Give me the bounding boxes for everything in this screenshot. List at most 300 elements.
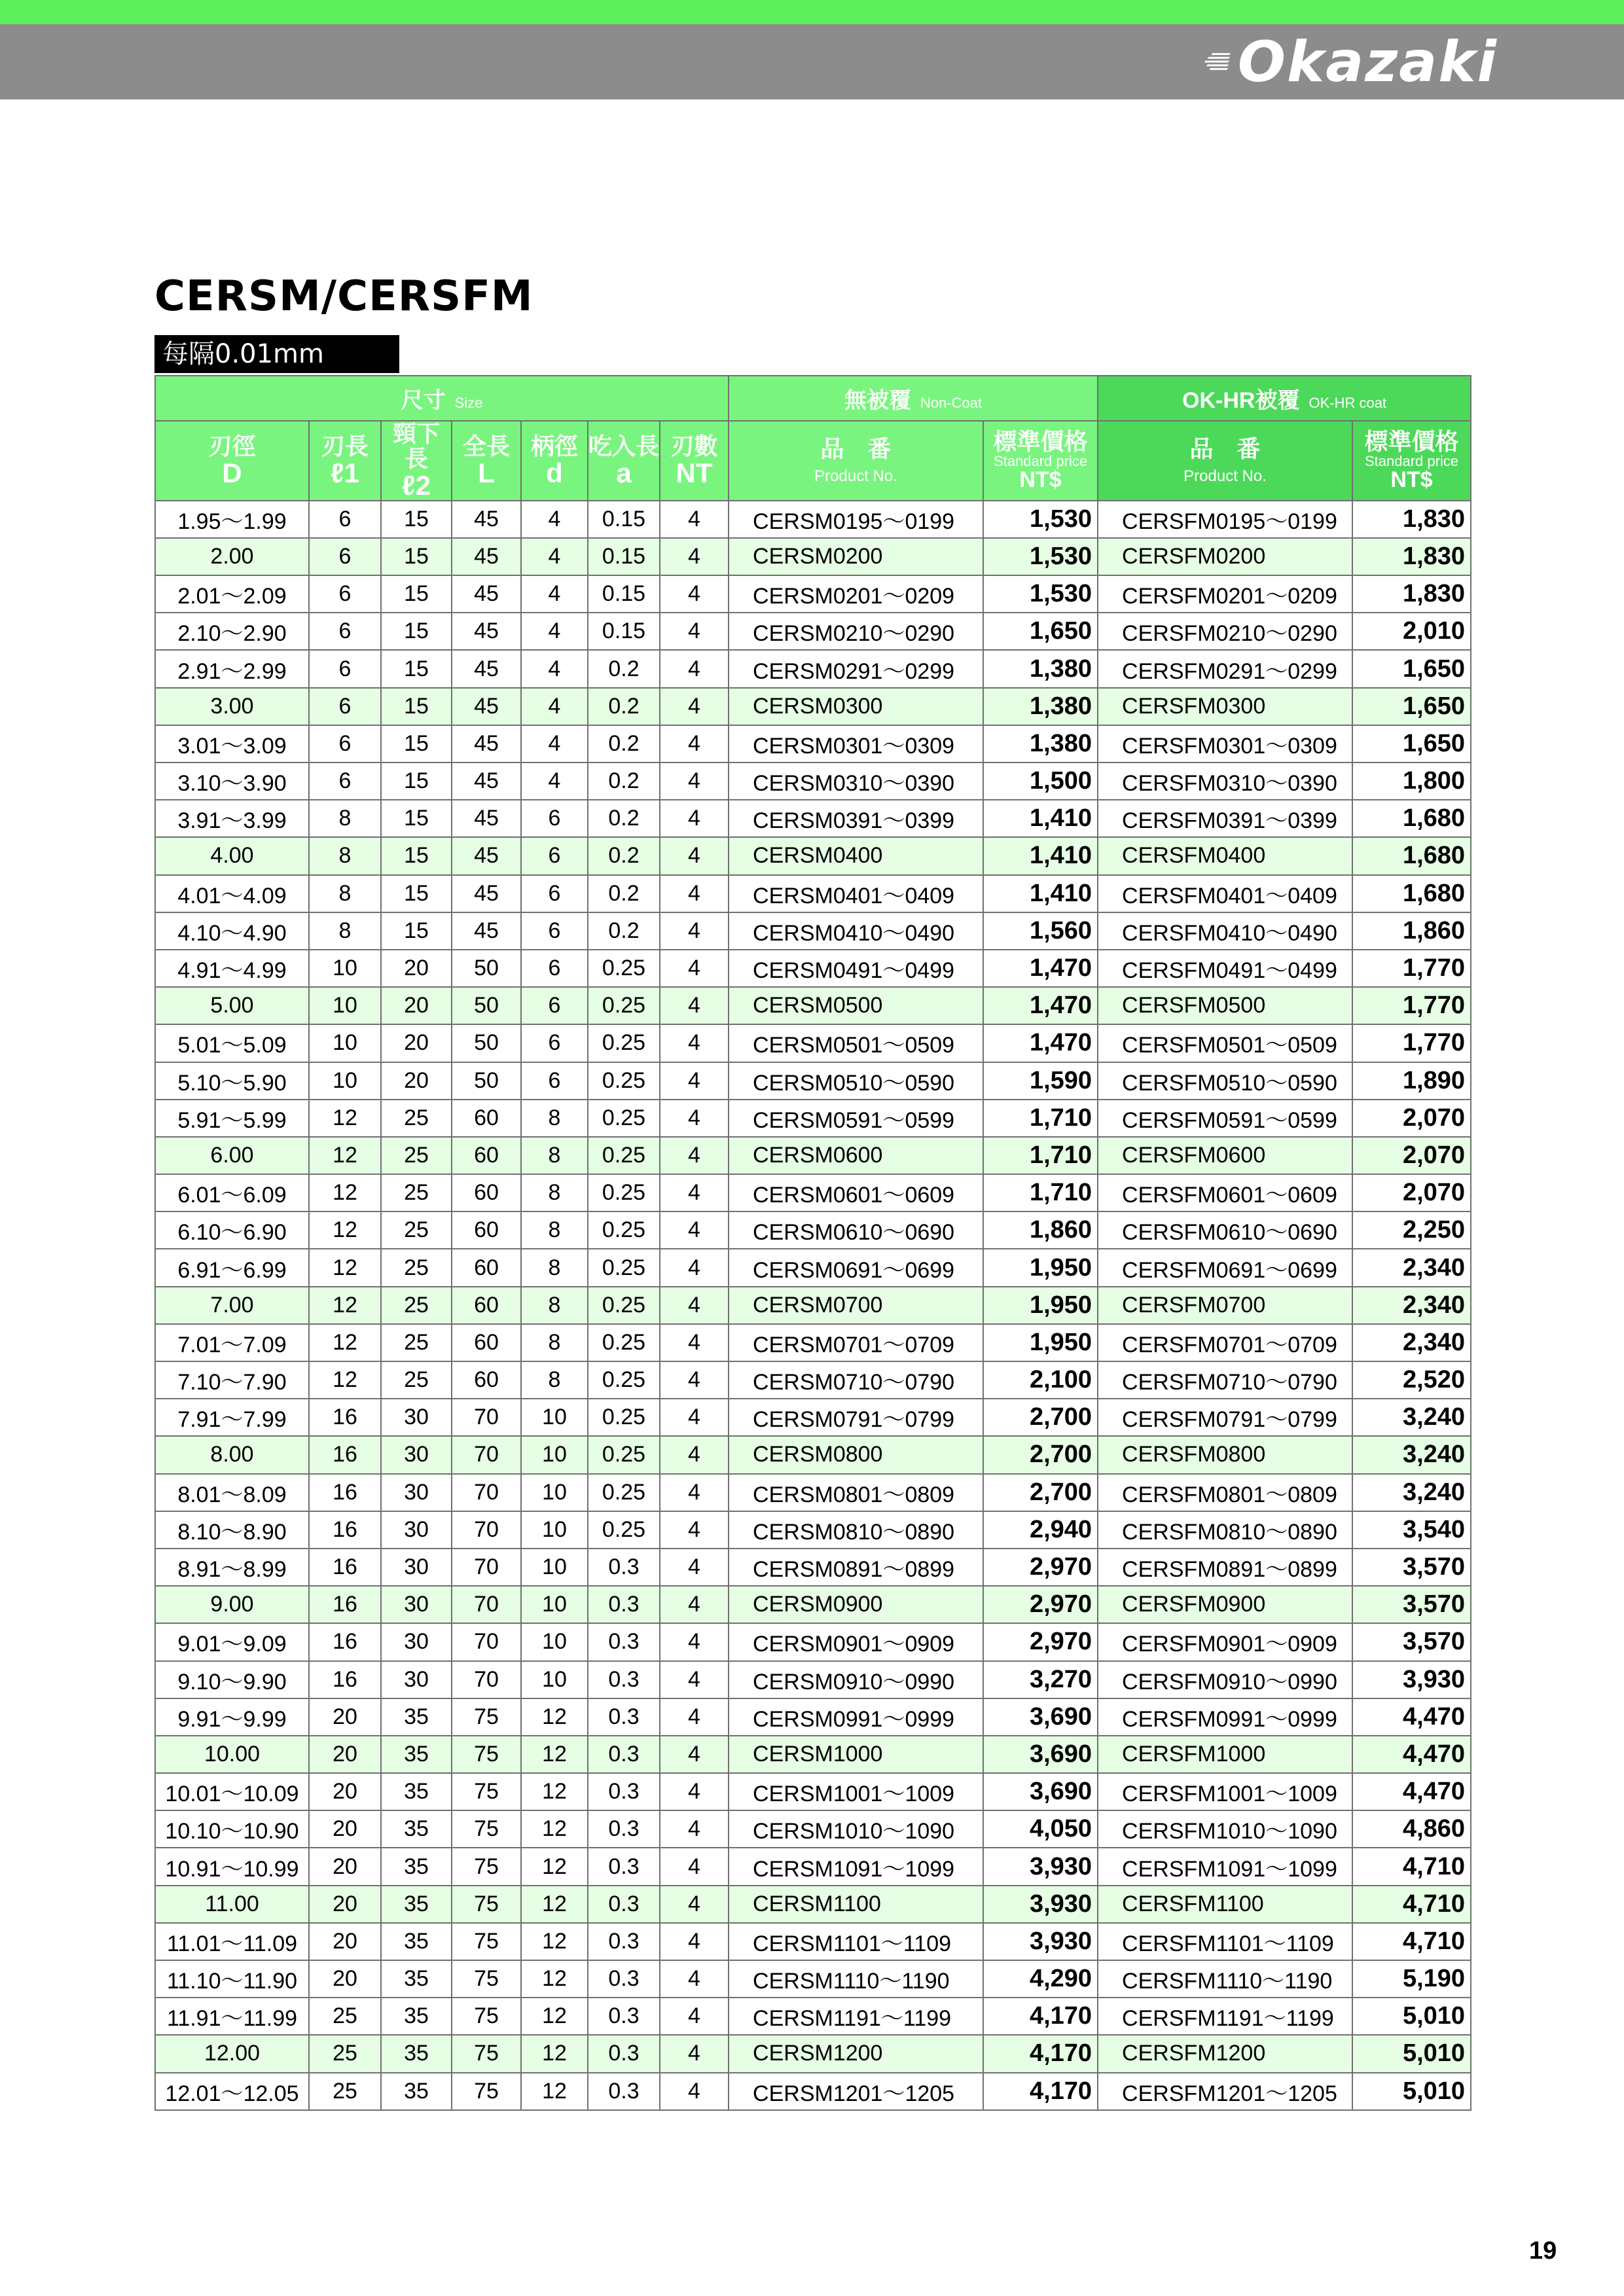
cell-cut-depth: 0.25 [588, 1024, 660, 1062]
cell-cut-depth: 0.3 [588, 1998, 660, 2035]
cell-flute-length: 6 [309, 688, 381, 725]
cell-flutes: 4 [660, 1100, 729, 1137]
cell-price-coat: 4,860 [1352, 1810, 1471, 1848]
cell-diameter: 5.00 [155, 987, 309, 1024]
cell-flute-length: 12 [309, 1100, 381, 1137]
cell-cut-depth: 0.3 [588, 1549, 660, 1586]
cell-cut-depth: 0.3 [588, 1773, 660, 1810]
col-header-price-noncoat: 標準價格 Standard price NT$ [983, 421, 1098, 501]
cell-shank-diameter: 12 [521, 1848, 588, 1885]
table-row [155, 1698, 1471, 1736]
cell-diameter: 11.00 [155, 1886, 309, 1923]
cell-diameter: 12.00 [155, 2035, 309, 2072]
cell-diameter: 6.10～6.90 [155, 1211, 309, 1249]
cell-diameter: 6.00 [155, 1137, 309, 1174]
cell-flute-length: 16 [309, 1549, 381, 1586]
table-row [155, 1474, 1471, 1511]
cell-product-noncoat: CERSM0591～0599 [729, 1100, 983, 1137]
cell-shank-diameter: 10 [521, 1436, 588, 1473]
cell-neck-length: 20 [381, 950, 452, 987]
cell-shank-diameter: 4 [521, 762, 588, 800]
okazaki-logo [1203, 26, 1498, 98]
cell-cut-depth: 0.3 [588, 1698, 660, 1736]
cell-product-noncoat: CERSM1091～1099 [729, 1848, 983, 1885]
cell-shank-diameter: 6 [521, 1062, 588, 1100]
cell-price-noncoat: 4,050 [983, 1810, 1098, 1848]
table-row [155, 1586, 1471, 1623]
cell-shank-diameter: 8 [521, 1100, 588, 1137]
cell-overall-length: 70 [452, 1549, 521, 1586]
cell-flute-length: 16 [309, 1623, 381, 1660]
table-row [155, 688, 1471, 725]
col-header-shank-diameter: 柄徑 d [521, 421, 588, 501]
cell-product-noncoat: CERSM0300 [729, 688, 983, 725]
cell-flutes: 4 [660, 912, 729, 950]
cell-price-noncoat: 3,690 [983, 1736, 1098, 1773]
cell-price-noncoat: 1,470 [983, 950, 1098, 987]
cell-price-noncoat: 1,380 [983, 688, 1098, 725]
cell-cut-depth: 0.2 [588, 912, 660, 950]
cell-price-coat: 1,650 [1352, 725, 1471, 762]
cell-flutes: 4 [660, 725, 729, 762]
cell-flutes: 4 [660, 1848, 729, 1885]
cell-neck-length: 25 [381, 1287, 452, 1324]
col-header-diameter: 刃徑 D [155, 421, 309, 501]
cell-flute-length: 6 [309, 613, 381, 650]
cell-product-noncoat: CERSM0401～0409 [729, 875, 983, 912]
cell-shank-diameter: 10 [521, 1549, 588, 1586]
cell-flutes: 4 [660, 1960, 729, 1998]
cell-product-noncoat: CERSM1010～1090 [729, 1810, 983, 1848]
cell-shank-diameter: 12 [521, 2073, 588, 2110]
cell-flute-length: 12 [309, 1174, 381, 1211]
cell-diameter: 2.10～2.90 [155, 613, 309, 650]
cell-diameter: 5.10～5.90 [155, 1062, 309, 1100]
cell-flutes: 4 [660, 1661, 729, 1698]
cell-overall-length: 75 [452, 2073, 521, 2110]
cell-shank-diameter: 6 [521, 912, 588, 950]
cell-flute-length: 20 [309, 1736, 381, 1773]
cell-price-noncoat: 1,950 [983, 1249, 1098, 1286]
cell-neck-length: 30 [381, 1474, 452, 1511]
cell-flutes: 4 [660, 688, 729, 725]
cell-price-coat: 2,340 [1352, 1324, 1471, 1361]
cell-price-coat: 4,470 [1352, 1773, 1471, 1810]
cell-product-coat: CERSFM0291～0299 [1098, 650, 1352, 687]
table-row [155, 950, 1471, 987]
cell-flutes: 4 [660, 1436, 729, 1473]
table-row [155, 837, 1471, 874]
steps-badge: 每隔0.01mm [154, 335, 399, 373]
cell-product-noncoat: CERSM0195～0199 [729, 501, 983, 538]
table-row [155, 1174, 1471, 1211]
cell-product-noncoat: CERSM0810～0890 [729, 1511, 983, 1549]
cell-diameter: 11.10～11.90 [155, 1960, 309, 1998]
col-header-neck-length: 頸下長 ℓ2 [381, 421, 452, 501]
cell-diameter: 7.00 [155, 1287, 309, 1324]
cell-cut-depth: 0.3 [588, 1736, 660, 1773]
cell-neck-length: 25 [381, 1174, 452, 1211]
cell-flutes: 4 [660, 538, 729, 575]
cell-price-coat: 1,770 [1352, 950, 1471, 987]
cell-overall-length: 50 [452, 1024, 521, 1062]
cell-price-coat: 1,860 [1352, 912, 1471, 950]
cell-flute-length: 20 [309, 1698, 381, 1736]
cell-overall-length: 45 [452, 501, 521, 538]
cell-shank-diameter: 12 [521, 1810, 588, 1848]
cell-diameter: 8.10～8.90 [155, 1511, 309, 1549]
cell-flute-length: 8 [309, 912, 381, 950]
cell-price-noncoat: 1,860 [983, 1211, 1098, 1249]
cell-flute-length: 20 [309, 1848, 381, 1885]
cell-price-noncoat: 1,410 [983, 875, 1098, 912]
cell-price-coat: 2,340 [1352, 1287, 1471, 1324]
table-row [155, 1024, 1471, 1062]
cell-price-noncoat: 1,560 [983, 912, 1098, 950]
cell-product-noncoat: CERSM0410～0490 [729, 912, 983, 950]
cell-product-noncoat: CERSM0310～0390 [729, 762, 983, 800]
cell-shank-diameter: 8 [521, 1174, 588, 1211]
col-header-price-coat: 標準價格 Standard price NT$ [1352, 421, 1471, 501]
cell-cut-depth: 0.2 [588, 800, 660, 837]
table-row [155, 1848, 1471, 1885]
cell-price-noncoat: 3,930 [983, 1923, 1098, 1960]
cell-overall-length: 60 [452, 1324, 521, 1361]
cell-neck-length: 15 [381, 650, 452, 687]
cell-neck-length: 25 [381, 1249, 452, 1286]
cell-shank-diameter: 6 [521, 950, 588, 987]
cell-flute-length: 10 [309, 1024, 381, 1062]
cell-product-coat: CERSFM0801～0809 [1098, 1474, 1352, 1511]
cell-product-coat: CERSFM1100 [1098, 1886, 1352, 1923]
cell-overall-length: 75 [452, 1698, 521, 1736]
cell-product-noncoat: CERSM0691～0699 [729, 1249, 983, 1286]
cell-flute-length: 16 [309, 1399, 381, 1436]
cell-overall-length: 75 [452, 1886, 521, 1923]
cell-flutes: 4 [660, 650, 729, 687]
cell-neck-length: 15 [381, 538, 452, 575]
cell-diameter: 11.91～11.99 [155, 1998, 309, 2035]
cell-diameter: 1.95～1.99 [155, 501, 309, 538]
cell-flutes: 4 [660, 575, 729, 613]
cell-neck-length: 35 [381, 2035, 452, 2072]
cell-overall-length: 60 [452, 1100, 521, 1137]
cell-price-coat: 3,570 [1352, 1586, 1471, 1623]
cell-cut-depth: 0.3 [588, 1810, 660, 1848]
cell-overall-length: 70 [452, 1623, 521, 1660]
cell-neck-length: 35 [381, 1848, 452, 1885]
table-row [155, 1773, 1471, 1810]
cell-flutes: 4 [660, 800, 729, 837]
cell-product-noncoat: CERSM0500 [729, 987, 983, 1024]
cell-price-noncoat: 2,700 [983, 1399, 1098, 1436]
cell-shank-diameter: 4 [521, 650, 588, 687]
cell-product-coat: CERSFM1091～1099 [1098, 1848, 1352, 1885]
cell-price-coat: 3,240 [1352, 1399, 1471, 1436]
cell-price-noncoat: 2,970 [983, 1586, 1098, 1623]
cell-neck-length: 35 [381, 1998, 452, 2035]
cell-flutes: 4 [660, 613, 729, 650]
table-row [155, 912, 1471, 950]
cell-price-coat: 2,070 [1352, 1100, 1471, 1137]
cell-product-coat: CERSFM0710～0790 [1098, 1361, 1352, 1399]
cell-product-noncoat: CERSM0791～0799 [729, 1399, 983, 1436]
cell-price-noncoat: 4,170 [983, 2035, 1098, 2072]
cell-product-coat: CERSFM0800 [1098, 1436, 1352, 1473]
cell-shank-diameter: 4 [521, 688, 588, 725]
cell-price-noncoat: 2,700 [983, 1474, 1098, 1511]
cell-cut-depth: 0.15 [588, 613, 660, 650]
cell-flutes: 4 [660, 1698, 729, 1736]
cell-cut-depth: 0.15 [588, 575, 660, 613]
cell-price-noncoat: 4,170 [983, 1998, 1098, 2035]
cell-price-noncoat: 3,690 [983, 1773, 1098, 1810]
cell-flutes: 4 [660, 1137, 729, 1174]
cell-neck-length: 35 [381, 1736, 452, 1773]
cell-neck-length: 15 [381, 725, 452, 762]
table-row [155, 1361, 1471, 1399]
table-row [155, 1399, 1471, 1436]
cell-cut-depth: 0.25 [588, 1399, 660, 1436]
cell-flute-length: 12 [309, 1324, 381, 1361]
cell-product-noncoat: CERSM0600 [729, 1137, 983, 1174]
cell-product-coat: CERSFM0991～0999 [1098, 1698, 1352, 1736]
cell-product-coat: CERSFM0301～0309 [1098, 725, 1352, 762]
cell-flutes: 4 [660, 1174, 729, 1211]
cell-overall-length: 45 [452, 837, 521, 874]
cell-price-coat: 2,070 [1352, 1137, 1471, 1174]
cell-overall-length: 50 [452, 1062, 521, 1100]
cell-price-coat: 4,470 [1352, 1698, 1471, 1736]
cell-product-coat: CERSFM0401～0409 [1098, 875, 1352, 912]
cell-product-coat: CERSFM0200 [1098, 538, 1352, 575]
cell-cut-depth: 0.3 [588, 1848, 660, 1885]
table-row [155, 1886, 1471, 1923]
cell-overall-length: 75 [452, 1998, 521, 2035]
cell-neck-length: 35 [381, 1886, 452, 1923]
cell-price-coat: 1,680 [1352, 875, 1471, 912]
cell-product-noncoat: CERSM0901～0909 [729, 1623, 983, 1660]
cell-flute-length: 25 [309, 2073, 381, 2110]
cell-flute-length: 10 [309, 987, 381, 1024]
cell-product-noncoat: CERSM0391～0399 [729, 800, 983, 837]
cell-product-coat: CERSFM0691～0699 [1098, 1249, 1352, 1286]
cell-price-noncoat: 1,380 [983, 650, 1098, 687]
cell-product-coat: CERSFM0591～0599 [1098, 1100, 1352, 1137]
cell-neck-length: 30 [381, 1511, 452, 1549]
cell-price-coat: 2,250 [1352, 1211, 1471, 1249]
size-group-header: 尺寸 Size [155, 376, 729, 421]
cell-flutes: 4 [660, 1549, 729, 1586]
cell-cut-depth: 0.25 [588, 987, 660, 1024]
table-row [155, 1436, 1471, 1473]
cell-product-coat: CERSFM0391～0399 [1098, 800, 1352, 837]
cell-price-coat: 3,240 [1352, 1474, 1471, 1511]
cell-price-noncoat: 1,530 [983, 575, 1098, 613]
cell-price-coat: 1,770 [1352, 987, 1471, 1024]
cell-shank-diameter: 12 [521, 1773, 588, 1810]
cell-flute-length: 12 [309, 1249, 381, 1286]
cell-flutes: 4 [660, 950, 729, 987]
cell-shank-diameter: 12 [521, 1736, 588, 1773]
cell-flutes: 4 [660, 1249, 729, 1286]
cell-neck-length: 35 [381, 1923, 452, 1960]
cell-shank-diameter: 12 [521, 1923, 588, 1960]
cell-flutes: 4 [660, 875, 729, 912]
cell-cut-depth: 0.15 [588, 501, 660, 538]
cell-neck-length: 30 [381, 1549, 452, 1586]
top-accent-bar [0, 0, 1624, 24]
cell-price-noncoat: 1,530 [983, 501, 1098, 538]
cell-overall-length: 70 [452, 1436, 521, 1473]
cell-neck-length: 35 [381, 1773, 452, 1810]
cell-overall-length: 45 [452, 800, 521, 837]
cell-price-noncoat: 1,650 [983, 613, 1098, 650]
cell-price-coat: 5,010 [1352, 2073, 1471, 2110]
cell-product-noncoat: CERSM0701～0709 [729, 1324, 983, 1361]
table-row [155, 1062, 1471, 1100]
cell-flutes: 4 [660, 1062, 729, 1100]
cell-shank-diameter: 10 [521, 1586, 588, 1623]
cell-price-noncoat: 3,690 [983, 1698, 1098, 1736]
cell-shank-diameter: 6 [521, 1024, 588, 1062]
col-header-flute-length: 刃長 ℓ1 [309, 421, 381, 501]
cell-overall-length: 70 [452, 1661, 521, 1698]
cell-price-noncoat: 2,970 [983, 1549, 1098, 1586]
logo-swoosh-icon [1203, 39, 1231, 85]
cell-flute-length: 6 [309, 538, 381, 575]
cell-flute-length: 8 [309, 800, 381, 837]
cell-product-coat: CERSFM0300 [1098, 688, 1352, 725]
cell-price-coat: 2,340 [1352, 1249, 1471, 1286]
page-title: CERSM/CERSFM [154, 272, 533, 321]
table-row [155, 1923, 1471, 1960]
cell-product-noncoat: CERSM0800 [729, 1436, 983, 1473]
noncoat-group-header: 無被覆 Non-Coat [729, 376, 1098, 421]
cell-flutes: 4 [660, 2073, 729, 2110]
cell-diameter: 4.01～4.09 [155, 875, 309, 912]
table-row [155, 1249, 1471, 1286]
cell-flutes: 4 [660, 1399, 729, 1436]
cell-shank-diameter: 6 [521, 837, 588, 874]
cell-price-noncoat: 1,590 [983, 1062, 1098, 1100]
cell-cut-depth: 0.25 [588, 1361, 660, 1399]
cell-price-coat: 1,770 [1352, 1024, 1471, 1062]
cell-product-coat: CERSFM0500 [1098, 987, 1352, 1024]
cell-price-noncoat: 2,940 [983, 1511, 1098, 1549]
cell-overall-length: 75 [452, 1960, 521, 1998]
col-header-product-coat: 品 番 Product No. [1098, 421, 1352, 501]
cell-price-coat: 5,010 [1352, 2035, 1471, 2072]
cell-product-noncoat: CERSM0291～0299 [729, 650, 983, 687]
cell-price-noncoat: 2,970 [983, 1623, 1098, 1660]
table-row [155, 1960, 1471, 1998]
cell-product-coat: CERSFM0791～0799 [1098, 1399, 1352, 1436]
cell-overall-length: 70 [452, 1511, 521, 1549]
cell-price-noncoat: 4,290 [983, 1960, 1098, 1998]
cell-price-coat: 1,800 [1352, 762, 1471, 800]
cell-flutes: 4 [660, 1324, 729, 1361]
page-number: 19 [1529, 2237, 1557, 2265]
cell-product-noncoat: CERSM0610～0690 [729, 1211, 983, 1249]
table-row [155, 575, 1471, 613]
table-row [155, 1549, 1471, 1586]
cell-diameter: 3.01～3.09 [155, 725, 309, 762]
table-row [155, 800, 1471, 837]
cell-overall-length: 75 [452, 1773, 521, 1810]
cell-cut-depth: 0.2 [588, 762, 660, 800]
cell-diameter: 5.91～5.99 [155, 1100, 309, 1137]
cell-overall-length: 70 [452, 1586, 521, 1623]
cell-shank-diameter: 10 [521, 1661, 588, 1698]
cell-shank-diameter: 6 [521, 875, 588, 912]
cell-price-coat: 1,680 [1352, 800, 1471, 837]
cell-product-coat: CERSFM1200 [1098, 2035, 1352, 2072]
cell-flutes: 4 [660, 1211, 729, 1249]
cell-neck-length: 20 [381, 987, 452, 1024]
cell-diameter: 2.91～2.99 [155, 650, 309, 687]
cell-product-coat: CERSFM0410～0490 [1098, 912, 1352, 950]
cell-product-noncoat: CERSM0891～0899 [729, 1549, 983, 1586]
cell-flutes: 4 [660, 837, 729, 874]
cell-product-coat: CERSFM0601～0609 [1098, 1174, 1352, 1211]
cell-cut-depth: 0.25 [588, 950, 660, 987]
cell-price-noncoat: 1,470 [983, 987, 1098, 1024]
cell-product-coat: CERSFM1010～1090 [1098, 1810, 1352, 1848]
cell-flutes: 4 [660, 1586, 729, 1623]
col-header-overall-length: 全長 L [452, 421, 521, 501]
cell-neck-length: 15 [381, 837, 452, 874]
cell-shank-diameter: 8 [521, 1324, 588, 1361]
cell-diameter: 10.91～10.99 [155, 1848, 309, 1885]
cell-diameter: 9.10～9.90 [155, 1661, 309, 1698]
cell-flute-length: 8 [309, 837, 381, 874]
cell-flutes: 4 [660, 1998, 729, 2035]
cell-shank-diameter: 8 [521, 1211, 588, 1249]
cell-flutes: 4 [660, 1886, 729, 1923]
cell-neck-length: 25 [381, 1211, 452, 1249]
cell-product-noncoat: CERSM0491～0499 [729, 950, 983, 987]
cell-product-coat: CERSFM0700 [1098, 1287, 1352, 1324]
cell-product-coat: CERSFM0201～0209 [1098, 575, 1352, 613]
cell-product-noncoat: CERSM0301～0309 [729, 725, 983, 762]
table-row [155, 538, 1471, 575]
cell-overall-length: 75 [452, 2035, 521, 2072]
cell-shank-diameter: 8 [521, 1137, 588, 1174]
cell-product-noncoat: CERSM0601～0609 [729, 1174, 983, 1211]
cell-diameter: 11.01～11.09 [155, 1923, 309, 1960]
cell-price-noncoat: 1,410 [983, 837, 1098, 874]
cell-product-noncoat: CERSM0210～0290 [729, 613, 983, 650]
cell-product-noncoat: CERSM1001～1009 [729, 1773, 983, 1810]
cell-price-noncoat: 1,500 [983, 762, 1098, 800]
cell-cut-depth: 0.15 [588, 538, 660, 575]
cell-shank-diameter: 12 [521, 2035, 588, 2072]
table-row [155, 501, 1471, 538]
cell-shank-diameter: 8 [521, 1361, 588, 1399]
cell-overall-length: 75 [452, 1810, 521, 1848]
cell-cut-depth: 0.3 [588, 1661, 660, 1698]
cell-cut-depth: 0.2 [588, 837, 660, 874]
cell-diameter: 3.10～3.90 [155, 762, 309, 800]
cell-flutes: 4 [660, 1287, 729, 1324]
cell-diameter: 6.01～6.09 [155, 1174, 309, 1211]
cell-flute-length: 16 [309, 1474, 381, 1511]
cell-diameter: 6.91～6.99 [155, 1249, 309, 1286]
cell-diameter: 2.00 [155, 538, 309, 575]
cell-neck-length: 25 [381, 1324, 452, 1361]
cell-price-noncoat: 4,170 [983, 2073, 1098, 2110]
